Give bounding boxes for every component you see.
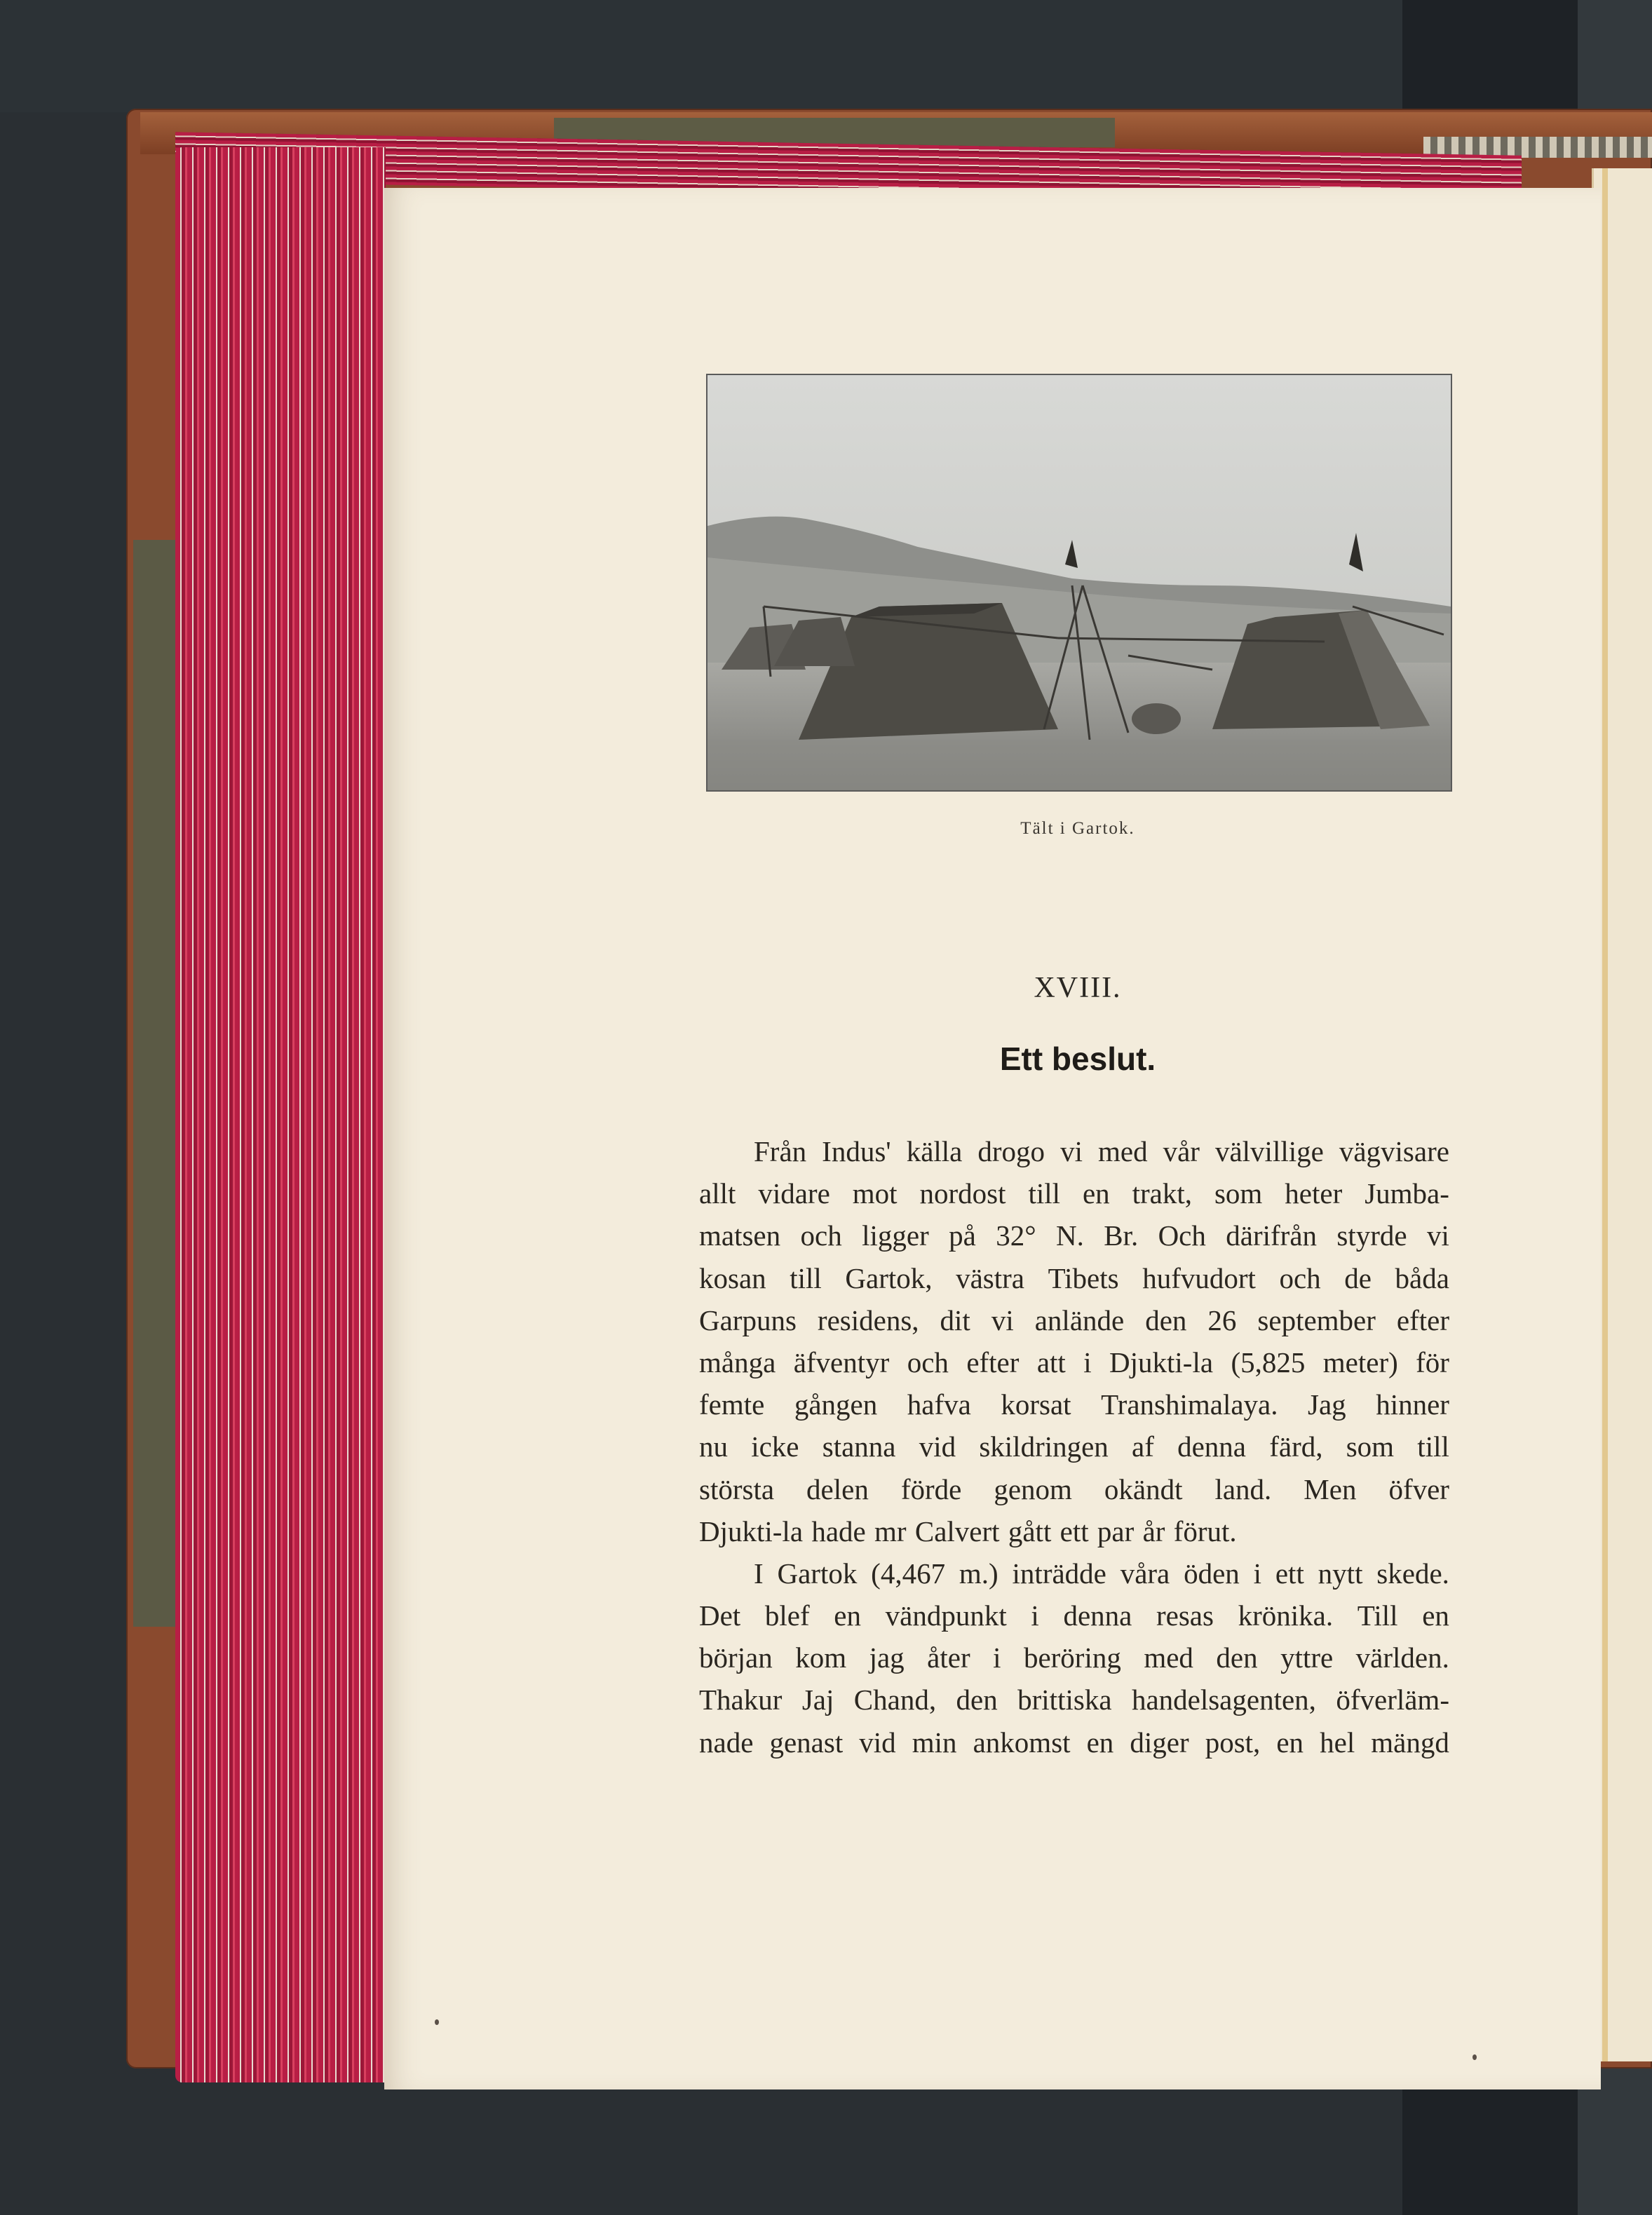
body-word: Jag (1308, 1388, 1346, 1421)
body-word: N. (1055, 1219, 1084, 1252)
body-word: mängd (1371, 1726, 1449, 1759)
body-word: kom (795, 1641, 847, 1674)
body-word: Garpuns (699, 1303, 797, 1336)
body-word: i (1253, 1557, 1262, 1590)
body-word: anlände (1034, 1303, 1125, 1336)
body-word: en (1082, 1177, 1110, 1210)
body-word: delen (806, 1472, 869, 1505)
body-word: blef (764, 1599, 810, 1632)
body-word: nytt (1318, 1557, 1363, 1590)
body-word: beröring (1023, 1641, 1121, 1674)
body-word: ett (1275, 1557, 1304, 1590)
body-word: Transhimalaya. (1101, 1388, 1278, 1421)
chapter-number: XVIII. (1034, 972, 1122, 1004)
body-word: jag (869, 1641, 905, 1674)
body-word: Indus' (822, 1135, 891, 1167)
facing-page-margin-line (1602, 168, 1608, 2061)
body-word: med (1144, 1641, 1193, 1674)
body-word: femte (699, 1388, 765, 1421)
body-word: vidare (758, 1177, 830, 1210)
body-word: ligger (862, 1219, 929, 1252)
body-word: korsat (1001, 1388, 1071, 1421)
body-word: förde (900, 1472, 962, 1505)
body-word: Chand, (853, 1684, 937, 1716)
body-word: att (1036, 1346, 1066, 1379)
body-word: som (1214, 1177, 1263, 1210)
body-word: af (1132, 1430, 1154, 1463)
body-word: ankomst (973, 1726, 1071, 1759)
body-line (699, 1257, 1449, 1299)
body-word: Br. (1104, 1219, 1139, 1252)
page-edges-side (175, 147, 386, 2082)
body-word: år (1142, 1515, 1165, 1547)
body-word: styrde (1336, 1219, 1407, 1252)
body-word: (5,825 (1231, 1346, 1306, 1379)
body-word: den (1145, 1303, 1187, 1336)
body-word: (4,467 (871, 1557, 946, 1590)
body-word: Gartok (777, 1557, 858, 1590)
body-word: inträdde (1012, 1557, 1106, 1590)
body-word: i (993, 1641, 1001, 1674)
body-line (699, 1594, 1449, 1637)
body-word: i (1083, 1346, 1092, 1379)
body-word: skildringen (979, 1430, 1109, 1463)
body-word: en (834, 1599, 861, 1632)
body-word: Djukti-la (1109, 1346, 1214, 1379)
body-word: resas (1156, 1599, 1214, 1632)
body-line (699, 1679, 1449, 1721)
body-word: Men (1304, 1472, 1357, 1505)
body-word: och (1279, 1261, 1321, 1294)
body-word: 32° (996, 1219, 1036, 1252)
body-word: förut. (1173, 1515, 1237, 1547)
body-word: min (912, 1726, 957, 1759)
body-word: vår (1163, 1135, 1200, 1167)
body-word: hafva (907, 1388, 971, 1421)
body-word: till (1028, 1177, 1061, 1210)
body-word: med (1097, 1135, 1148, 1167)
body-word: efter (1396, 1303, 1449, 1336)
body-word: I (754, 1557, 764, 1590)
body-word: Och (1158, 1219, 1206, 1252)
body-word: äfventyr (793, 1346, 890, 1379)
body-word: västra (956, 1261, 1024, 1294)
body-word: som (1346, 1430, 1395, 1463)
body-word: Tibets (1048, 1261, 1119, 1294)
body-word: matsen (699, 1219, 781, 1252)
body-word: på (949, 1219, 976, 1252)
body-word: Calvert (914, 1515, 1000, 1547)
body-word: trakt, (1132, 1177, 1193, 1210)
body-word: mot (852, 1177, 898, 1210)
body-word: vändpunkt (885, 1599, 1007, 1632)
body-word: vi (1060, 1135, 1083, 1167)
body-word: brittiska (1017, 1684, 1112, 1716)
body-line (699, 1130, 1449, 1172)
body-word: de (1344, 1261, 1372, 1294)
body-word: heter (1285, 1177, 1343, 1210)
body-word: icke (751, 1430, 799, 1463)
body-line (699, 1721, 1449, 1763)
body-word: världen. (1355, 1641, 1449, 1674)
body-word: hinner (1376, 1388, 1449, 1421)
body-word: vid (859, 1726, 896, 1759)
body-word: välvillige (1214, 1135, 1324, 1167)
body-word: Gartok, (845, 1261, 933, 1294)
body-line (699, 1172, 1449, 1214)
body-word: post, (1205, 1726, 1261, 1759)
body-word: åter (927, 1641, 970, 1674)
body-word: och (800, 1219, 842, 1252)
body-word: och (907, 1346, 949, 1379)
body-word: stanna (822, 1430, 896, 1463)
body-word: hade (811, 1515, 866, 1547)
body-word: den (1216, 1641, 1258, 1674)
body-word: handelsagenten, (1131, 1684, 1316, 1716)
body-word: skede. (1376, 1557, 1449, 1590)
body-word: vi (1426, 1219, 1449, 1252)
page-speck (435, 2019, 439, 2025)
body-word: Jaj (801, 1684, 834, 1716)
body-line (699, 1637, 1449, 1679)
body-paragraphs (699, 1130, 1449, 1763)
body-word: båda (1395, 1261, 1449, 1294)
body-word: vägvisare (1339, 1135, 1449, 1167)
chapter-title: Ett beslut. (999, 1041, 1156, 1077)
body-word: öden (1184, 1557, 1240, 1590)
body-word: dit (940, 1303, 970, 1336)
body-word: allt (699, 1177, 736, 1210)
body-word: nade (699, 1726, 754, 1759)
body-word: m.) (959, 1557, 998, 1590)
body-word: öfverläm- (1336, 1684, 1449, 1716)
body-word: Jumba- (1365, 1177, 1449, 1210)
body-line (699, 1552, 1449, 1594)
body-word: största (699, 1472, 775, 1505)
body-word: okändt (1104, 1472, 1183, 1505)
body-line (699, 1341, 1449, 1383)
body-word: källa (906, 1135, 963, 1167)
body-word: för (1416, 1346, 1449, 1379)
body-word: denna (1063, 1599, 1132, 1632)
body-word: Det (699, 1599, 741, 1632)
body-word: den (956, 1684, 998, 1716)
body-word: diger (1130, 1726, 1189, 1759)
body-word: nu (699, 1430, 728, 1463)
body-word: land. (1214, 1472, 1272, 1505)
body-word: denna (1177, 1430, 1247, 1463)
tents-photo-image (707, 375, 1451, 790)
body-word: ett (1059, 1515, 1089, 1547)
body-word: kosan (699, 1261, 766, 1294)
body-word: 26 (1207, 1303, 1237, 1336)
body-word: en (1086, 1726, 1114, 1759)
body-word: par (1097, 1515, 1135, 1547)
body-word: krönika. (1238, 1599, 1334, 1632)
body-word: yttre (1280, 1641, 1334, 1674)
body-word: gången (794, 1388, 878, 1421)
body-word: Till (1357, 1599, 1398, 1632)
body-word: i (1031, 1599, 1039, 1632)
body-word: genom (994, 1472, 1072, 1505)
body-word: Thakur (699, 1684, 783, 1716)
body-word: vid (919, 1430, 956, 1463)
body-word: till (1417, 1430, 1449, 1463)
body-line (699, 1214, 1449, 1256)
body-word: många (699, 1346, 776, 1379)
body-word: gått (1008, 1515, 1052, 1547)
photo-caption: Tält i Gartok. (1020, 819, 1135, 838)
body-word: meter) (1322, 1346, 1398, 1379)
body-word: till (790, 1261, 822, 1294)
body-word: därifrån (1226, 1219, 1318, 1252)
body-line (699, 1468, 1449, 1510)
body-line (699, 1383, 1449, 1425)
body-word: hel (1320, 1726, 1355, 1759)
body-word: en (1422, 1599, 1449, 1632)
body-word: efter (966, 1346, 1020, 1379)
page-speck (1472, 2054, 1477, 2060)
body-line (699, 1510, 1449, 1552)
body-word: mr (874, 1515, 907, 1547)
body-word: Djukti-la (699, 1515, 804, 1547)
body-word: drogo (977, 1135, 1045, 1167)
body-word: våra (1120, 1557, 1170, 1590)
body-word: färd, (1269, 1430, 1323, 1463)
body-word: en (1276, 1726, 1304, 1759)
body-line (699, 1299, 1449, 1341)
body-word: residens, (817, 1303, 919, 1336)
body-word: början (699, 1641, 773, 1674)
body-word: genast (769, 1726, 844, 1759)
body-line (699, 1425, 1449, 1468)
body-word: öfver (1388, 1472, 1449, 1505)
body-word: vi (991, 1303, 1014, 1336)
body-word: september (1257, 1303, 1376, 1336)
body-word: hufvudort (1142, 1261, 1256, 1294)
tents-photograph (706, 374, 1452, 792)
body-word: Från (754, 1135, 807, 1167)
body-word: nordost (919, 1177, 1006, 1210)
